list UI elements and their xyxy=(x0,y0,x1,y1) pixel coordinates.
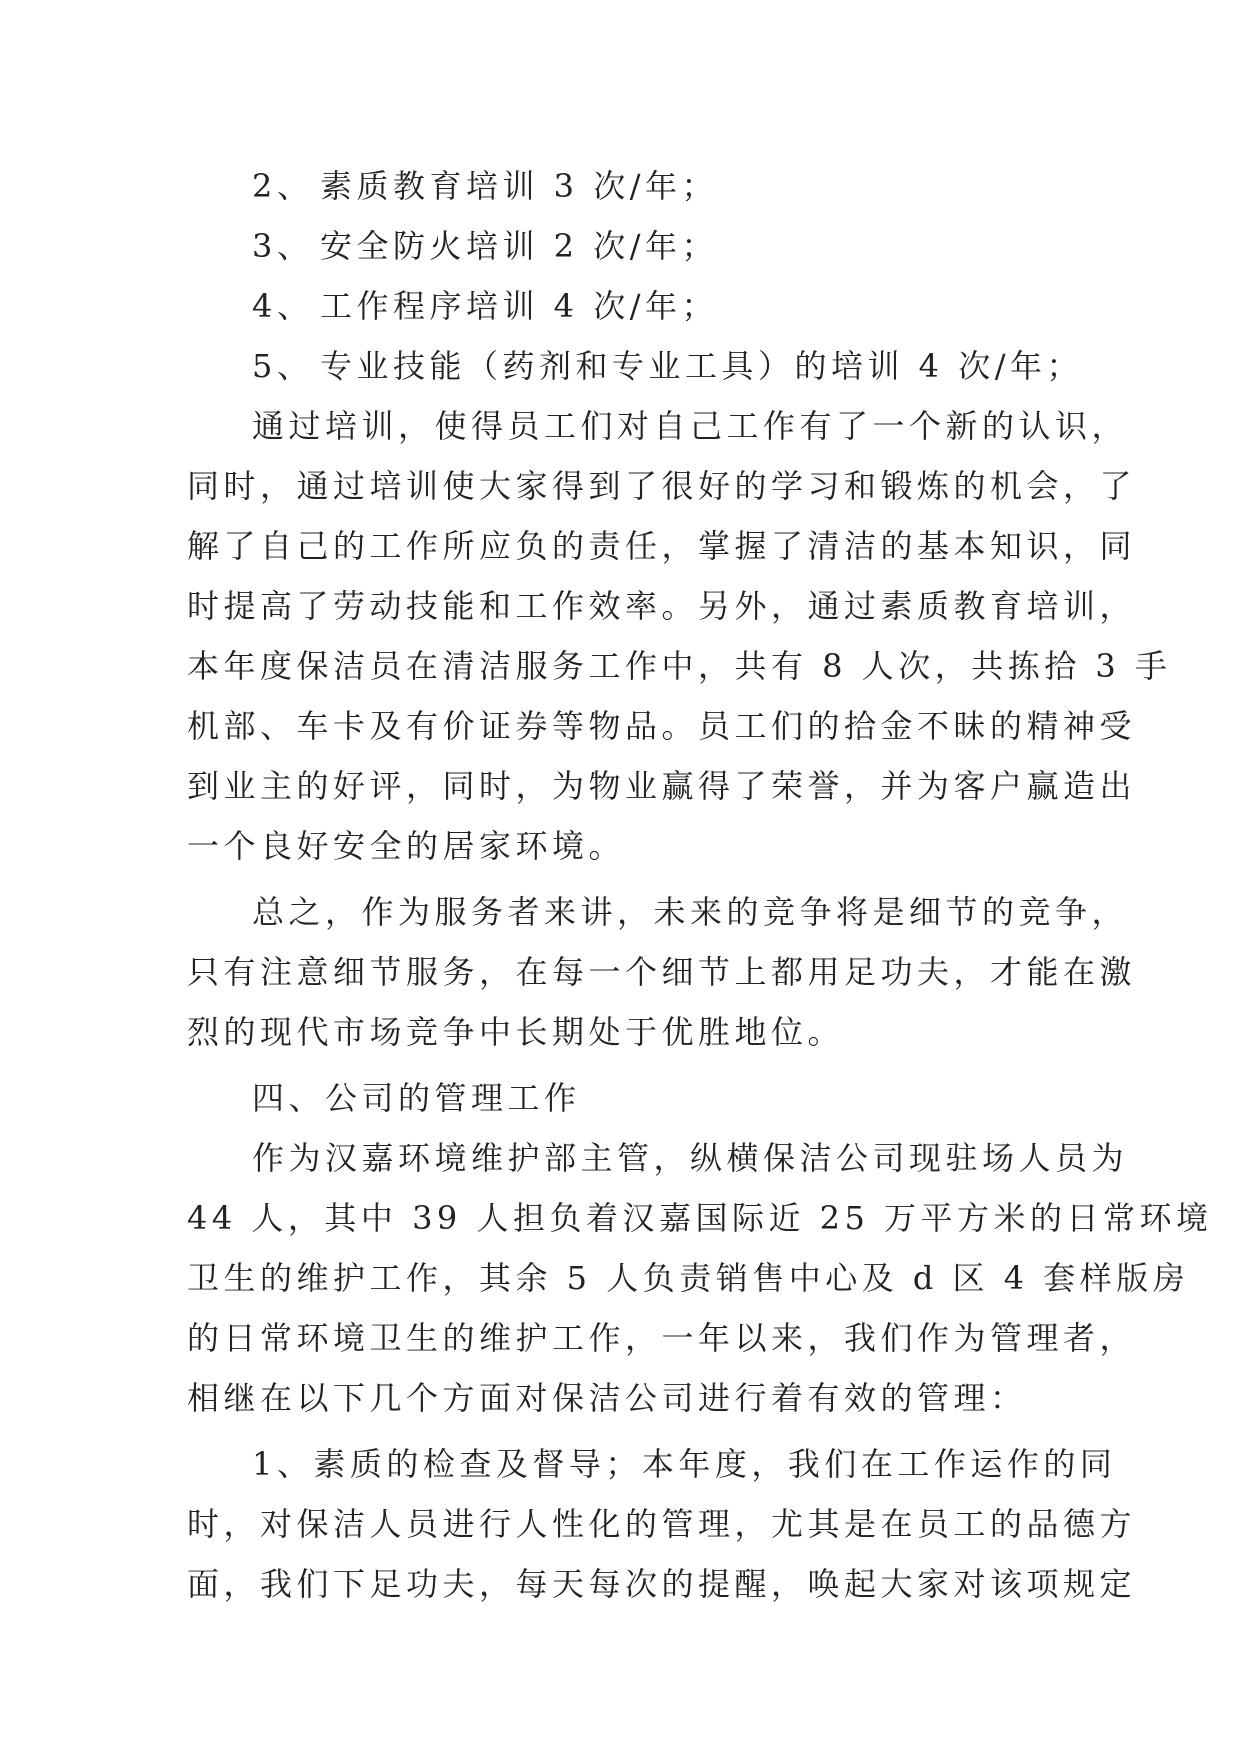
list-item xyxy=(187,336,1083,396)
paragraph-training-results xyxy=(187,396,1172,876)
list-item xyxy=(187,156,1055,216)
text-line: 总之，作为服务者来讲，未来的竞争将是细节的竞争， xyxy=(252,893,1129,931)
text-line: 作为汉嘉环境维护部主管，纵横保洁公司现驻场人员为 xyxy=(252,1139,1129,1177)
text-line: 1、素质的检查及督导；本年度，我们在工作运作的同 xyxy=(252,1445,1117,1483)
text-line: 时提高了劳动技能和工作效率。另外，通过素质教育培训， xyxy=(187,587,1137,625)
text-line: 解了自己的工作所应负的责任，掌握了清洁的基本知识，同 xyxy=(187,527,1137,565)
list-item-number: 4、 xyxy=(252,287,314,325)
text-line: 44 人，其中 39 人担负着汉嘉国际近 25 万平方米的日常环境 xyxy=(187,1199,1213,1237)
list-item-number: 5、 xyxy=(252,347,314,385)
list-item xyxy=(187,216,1055,276)
text-line: 到业主的好评，同时，为物业赢得了荣誉，并为客户赢造出 xyxy=(187,767,1137,805)
list-item-number: 3、 xyxy=(252,227,314,265)
text-line: 时，对保洁人员进行人性化的管理，尤其是在员工的品德方 xyxy=(187,1505,1137,1543)
text-line: 的日常环境卫生的维护工作，一年以来，我们作为管理者， xyxy=(187,1319,1137,1357)
list-item-number: 2、 xyxy=(252,167,314,205)
text-line: 只有注意细节服务，在每一个细节上都用足功夫，才能在激 xyxy=(187,953,1137,991)
document-body xyxy=(187,156,1213,1614)
list-item xyxy=(187,276,1055,336)
list-item-text: 素质教育培训 3 次/年； xyxy=(320,167,718,205)
text-line: 相继在以下几个方面对保洁公司进行着有效的管理： xyxy=(187,1379,1027,1417)
text-line: 通过培训，使得员工们对自己工作有了一个新的认识， xyxy=(252,407,1129,445)
list-item-text: 安全防火培训 2 次/年； xyxy=(320,227,718,265)
text-line: 面，我们下足功夫，每天每次的提醒，唤起大家对该项规定 xyxy=(187,1565,1137,1603)
list-item-text: 工作程序培训 4 次/年； xyxy=(320,287,718,325)
text-line: 机部、车卡及有价证券等物品。员工们的拾金不昧的精神受 xyxy=(187,707,1137,745)
paragraph-management-intro xyxy=(187,1128,1213,1428)
section-heading: 四、公司的管理工作 xyxy=(252,1079,581,1117)
paragraph-quality-inspection xyxy=(187,1434,1137,1614)
list-item-text: 专业技能（药剂和专业工具）的培训 4 次/年； xyxy=(320,347,1083,385)
text-line: 烈的现代市场竞争中长期处于优胜地位。 xyxy=(187,1013,845,1051)
text-line: 卫生的维护工作，其余 5 人负责销售中心及 d 区 4 套样版房 xyxy=(187,1259,1190,1297)
text-line: 一个良好安全的居家环境。 xyxy=(187,827,626,865)
text-line: 同时，通过培训使大家得到了很好的学习和锻炼的机会，了 xyxy=(187,467,1137,505)
paragraph-conclusion xyxy=(187,882,1137,1062)
text-line: 本年度保洁员在清洁服务工作中，共有 8 人次，共拣拾 3 手 xyxy=(187,647,1172,685)
